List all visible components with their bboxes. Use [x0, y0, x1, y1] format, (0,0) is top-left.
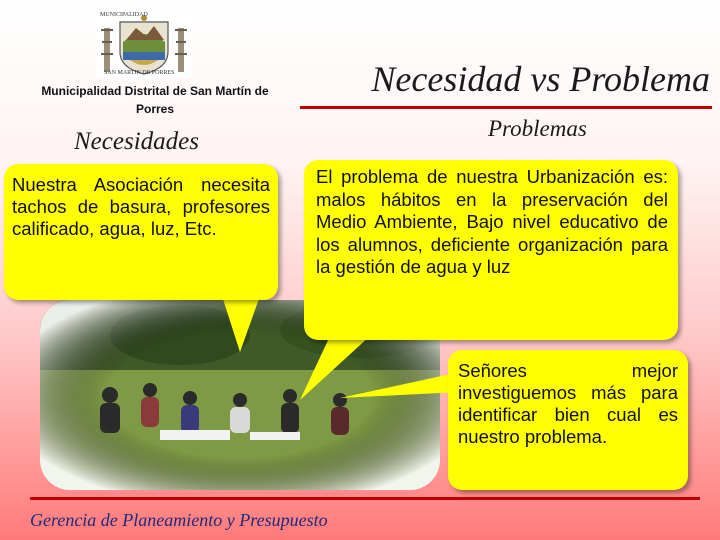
footer-divider	[30, 497, 700, 500]
advice-bubble-tail	[340, 372, 460, 398]
needs-bubble: Nuestra Asociación necesita tachos de basura, profesores calificado, agua, luz, Etc.	[4, 164, 278, 300]
logo-top-text: MUNICIPALIDAD	[100, 12, 148, 18]
advice-bubble: Señores mejor investiguemos más para identificar bien cual es nuestro problema.	[448, 350, 688, 490]
logo-bottom-text: SAN MARTIN DE PORRES	[104, 70, 175, 76]
needs-bubble-tail	[222, 296, 260, 352]
problems-heading: Problemas	[488, 116, 587, 141]
needs-heading: Necesidades	[74, 128, 199, 155]
footer-text: Gerencia de Planeamiento y Presupuesto	[30, 510, 328, 530]
slide-title: Necesidad vs Problema	[371, 59, 710, 99]
problem-bubble: El problema de nuestra Urbanización es: malos hábitos en la preservación del Medio Ambiente, Bajo nivel educativo de los alumnos, deficiente organización para la gestión de agua y luz	[304, 160, 678, 340]
problem-bubble-tail	[300, 336, 370, 400]
municipality-name: Municipalidad Distrital de San Martín de Porres	[41, 84, 269, 116]
